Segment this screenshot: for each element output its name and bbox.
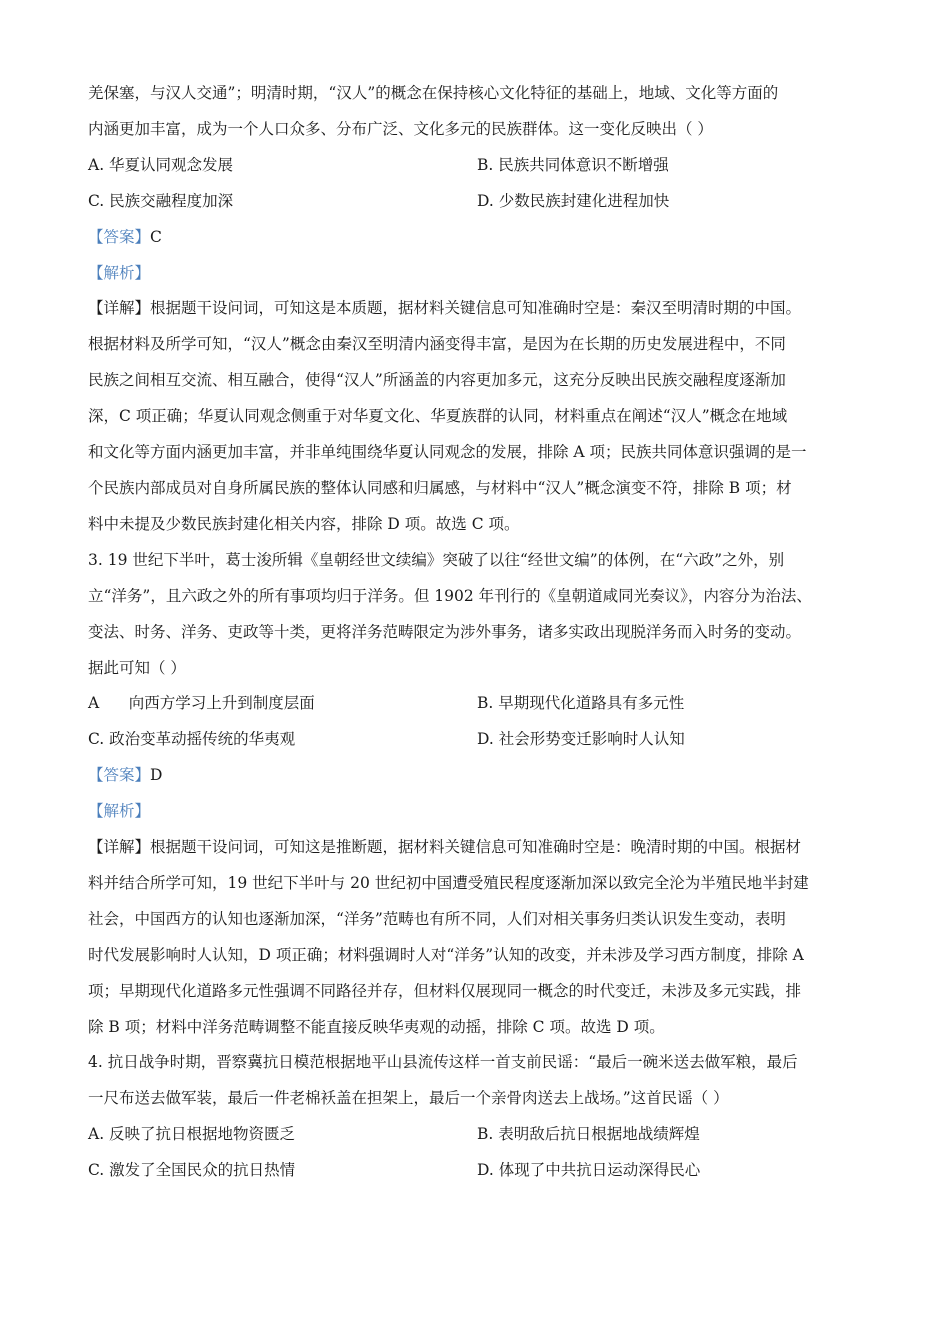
q2-detail-line: 深，C 项正确；华夏认同观念侧重于对华夏文化、华夏族群的认同，材料重点在阐述“汉人”概念在地域	[88, 407, 788, 426]
q2-options-row-1	[88, 148, 866, 184]
q3-option-d: D. 社会形势变迁影响时人认知	[477, 730, 685, 749]
q2-detail-line: 和文化等方面内涵更加丰富，并非单纯围绕华夏认同观念的发展，排除 A 项；民族共同体意识强调的是一	[88, 443, 807, 462]
q2-detail-text: 根据题干设问词，可知这是本质题，据材料关键信息可知准确时空是：秦汉至明清时期的中国。	[150, 299, 802, 318]
analysis-tag: 【解析】	[88, 263, 151, 282]
q2-analysis-heading	[88, 256, 866, 292]
answer-tag: 【答案】	[88, 766, 151, 785]
document-page	[88, 76, 866, 1189]
q3-options-row-2	[88, 722, 866, 758]
q3-detail-line: 项；早期现代化道路多元性强调不同路径并存，但材料仅展现同一概念的时代变迁，未涉及多元实践，排	[88, 981, 802, 1000]
q4-option-d: D. 体现了中共抗日运动深得民心	[477, 1161, 701, 1180]
question-4	[88, 1045, 866, 1189]
q3-detail-text: 根据题干设问词，可知这是推断题，据材料关键信息可知准确时空是：晚清时期的中国。根据材	[150, 838, 802, 857]
q3-detail-line: 料并结合所学可知，19 世纪下半叶与 20 世纪初中国遭受殖民程度逐渐加深以致完全沦为半殖民地半封建	[88, 873, 809, 892]
question-2	[88, 76, 866, 543]
q2-stem-line: 内涵更加丰富，成为一个人口众多、分布广泛、文化多元的民族群体。这一变化反映出（ ）	[88, 119, 713, 138]
question-3	[88, 543, 866, 1046]
q3-detail-line	[88, 830, 866, 866]
q2-option-c: C. 民族交融程度加深	[88, 191, 234, 210]
q2-detail-line: 根据材料及所学可知，“汉人”概念由秦汉至明清内涵变得丰富，是因为在长期的历史发展进程中，不同	[88, 335, 786, 354]
q4-option-c: C. 激发了全国民众的抗日热情	[88, 1161, 296, 1180]
q2-detail-line: 料中未提及少数民族封建化相关内容，排除 D 项。故选 C 项。	[88, 514, 520, 533]
q4-stem-line: 4. 抗日战争时期，晋察冀抗日模范根据地平山县流传这样一首支前民谣：“最后一碗米送去做军粮，最后	[88, 1053, 798, 1072]
q3-option-b: B. 早期现代化道路具有多元性	[477, 694, 685, 713]
detail-tag: 【详解】	[88, 299, 151, 318]
q3-answer	[88, 758, 866, 794]
q2-option-a: A. 华夏认同观念发展	[88, 155, 234, 174]
q3-options-row-1	[88, 686, 866, 722]
q3-detail-line: 时代发展影响时人认知，D 项正确；材料强调时人对“洋务”认知的改变，并未涉及学习西方制度，排除 A	[88, 945, 804, 964]
q2-detail-line: 民族之间相互交流、相互融合，使得“汉人”所涵盖的内容更加多元，这充分反映出民族交融程度逐渐加	[88, 371, 786, 390]
answer-letter: D	[150, 766, 163, 785]
answer-letter: C	[150, 227, 162, 246]
q3-detail-line: 除 B 项；材料中洋务范畴调整不能直接反映华夷观的动摇，排除 C 项。故选 D 项。	[88, 1017, 665, 1036]
answer-tag: 【答案】	[88, 227, 151, 246]
q3-stem-line: 变法、时务、洋务、吏政等十类，更将洋务范畴限定为涉外事务，诸多实政出现脱洋务而入时务的变动。	[88, 622, 802, 641]
analysis-tag: 【解析】	[88, 802, 151, 821]
q2-option-d: D. 少数民族封建化进程加快	[477, 191, 670, 210]
q2-answer	[88, 220, 866, 256]
q2-option-b: B. 民族共同体意识不断增强	[477, 155, 669, 174]
q2-options-row-2	[88, 184, 866, 220]
q3-analysis-heading	[88, 794, 866, 830]
q4-stem-line: 一尺布送去做军装，最后一件老棉袄盖在担架上，最后一个亲骨肉送去上战场。”这首民谣（ ）	[88, 1089, 729, 1108]
q4-options-row-1	[88, 1117, 866, 1153]
q4-option-b: B. 表明敌后抗日根据地战绩辉煌	[477, 1125, 700, 1144]
q3-option-a: A 向西方学习上升到制度层面	[88, 694, 315, 713]
q4-options-row-2	[88, 1153, 866, 1189]
q3-detail-line: 社会，中国西方的认知也逐渐加深，“洋务”范畴也有所不同，人们对相关事务归类认识发生变动，表明	[88, 909, 786, 928]
q3-stem-line: 据此可知（ ）	[88, 658, 186, 677]
q2-detail-line: 个民族内部成员对自身所属民族的整体认同感和归属感，与材料中“汉人”概念演变不符，排除 B 项；材	[88, 478, 792, 497]
q3-stem-line: 3. 19 世纪下半叶，葛士浚所辑《皇朝经世文续编》突破了以往“经世文编”的体例，在“六政”之外，别	[88, 550, 785, 569]
q2-detail-line	[88, 291, 866, 327]
q2-stem-line: 羌保塞，与汉人交通”；明清时期，“汉人”的概念在保持核心文化特征的基础上，地域、文化等方面的	[88, 84, 779, 102]
q4-option-a: A. 反映了抗日根据地物资匮乏	[88, 1125, 296, 1144]
q3-option-c: C. 政治变革动摇传统的华夷观	[88, 730, 296, 749]
q3-stem-line: 立“洋务”，且六政之外的所有事项均归于洋务。但 1902 年刊行的《皇朝道咸同光奏议》，内容分为治法、	[88, 586, 812, 605]
detail-tag: 【详解】	[88, 838, 151, 857]
